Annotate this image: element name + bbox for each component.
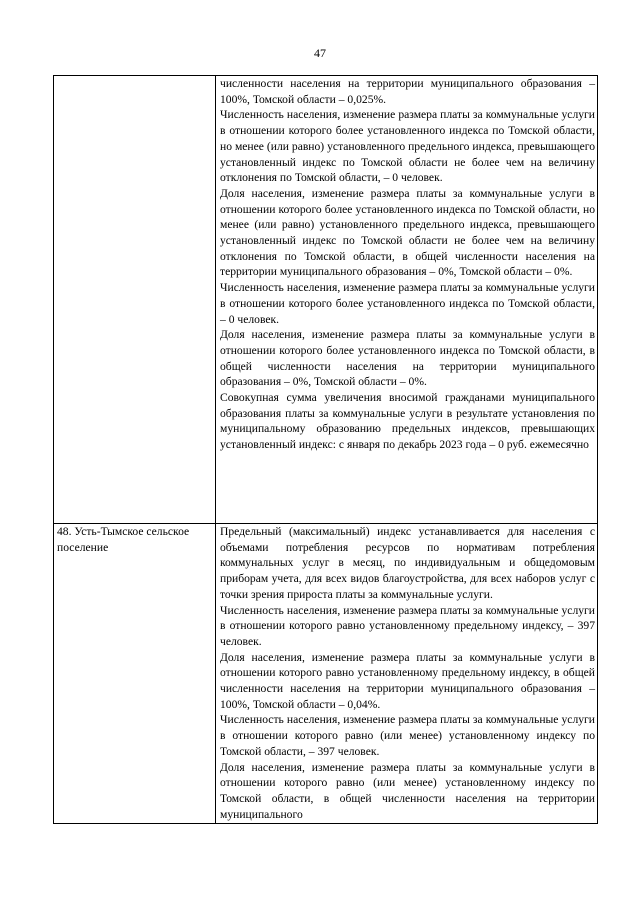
page-number: 47: [314, 46, 326, 60]
municipality-cell: [54, 76, 216, 524]
municipality-name: 48. Усть-Тымское сельское поселение: [57, 525, 190, 554]
description-paragraph: Численность населения, изменение размера платы за коммунальные услуги в отношении которого более установленного индекса по Томской области, но менее (или равно) установленного предельного индекса, превышающего установленный индекс по Томской области не более чем на величину отклонения по Томской области, – 0 человек.: [220, 108, 595, 185]
description-paragraph: численности населения на территории муниципального образования – 100%, Томской области – 0,025%.: [220, 77, 595, 106]
table-row: [54, 76, 598, 524]
description-paragraph: Доля населения, изменение размера платы за коммунальные услуги в отношении которого более установленного индекса по Томской области, в общей численности населения на территории муниципального образования – 0%, Томской области – 0%.: [220, 328, 595, 389]
table-row: [54, 524, 598, 824]
description-paragraph: Совокупная сумма увеличения вносимой гражданами муниципального образования платы за коммунальные услуги в результате установления по муниципальному образованию предельных индексов, превышающих установленный индекс: с января по декабрь 2023 года – 0 руб. ежемесячно: [220, 391, 595, 452]
description-paragraph: Численность населения, изменение размера платы за коммунальные услуги в отношении которого равно (или менее) установленному индексу по Томской области, – 397 человек.: [220, 713, 595, 758]
description-paragraph: Предельный (максимальный) индекс устанавливается для населения с объемами потребления ресурсов по нормативам потребления коммунальных услуг в месяц, по индивидуальным и общедомовым приборам учета, для всех видов благоустройства, для всех наборов услуг с точки зрения прироста платы за коммунальные услуги.: [220, 525, 595, 601]
municipality-cell: [54, 524, 216, 824]
description-paragraph: Доля населения, изменение размера платы за коммунальные услуги в отношении которого равно (или менее) установленному индексу по Томской области, в общей численности населения на территории муниципального: [220, 760, 595, 821]
description-cell: [216, 524, 598, 824]
description-paragraph: Численность населения, изменение размера платы за коммунальные услуги в отношении которого равно установленному предельному индексу, – 397 человек.: [220, 603, 595, 648]
description-cell: [216, 76, 598, 524]
description-paragraph: Доля населения, изменение размера платы за коммунальные услуги в отношении которого более установленного индекса по Томской области, но менее (или равно) установленного предельного индекса, превышающего установленный индекс по Томской области не более чем на величину отклонения по Томской области, в общей численности населения на территории муниципального образования – 0%, Томской области – 0%.: [220, 186, 595, 279]
description-paragraph: Численность населения, изменение размера платы за коммунальные услуги в отношении которого более установленного индекса по Томской области, – 0 человек.: [220, 281, 595, 326]
description-paragraph: Доля населения, изменение размера платы за коммунальные услуги в отношении которого равно установленному предельному индексу, в общей численности населения на территории муниципального образования – 100%, Томской области – 0,04%.: [220, 650, 595, 711]
tariff-index-table: [53, 75, 598, 824]
